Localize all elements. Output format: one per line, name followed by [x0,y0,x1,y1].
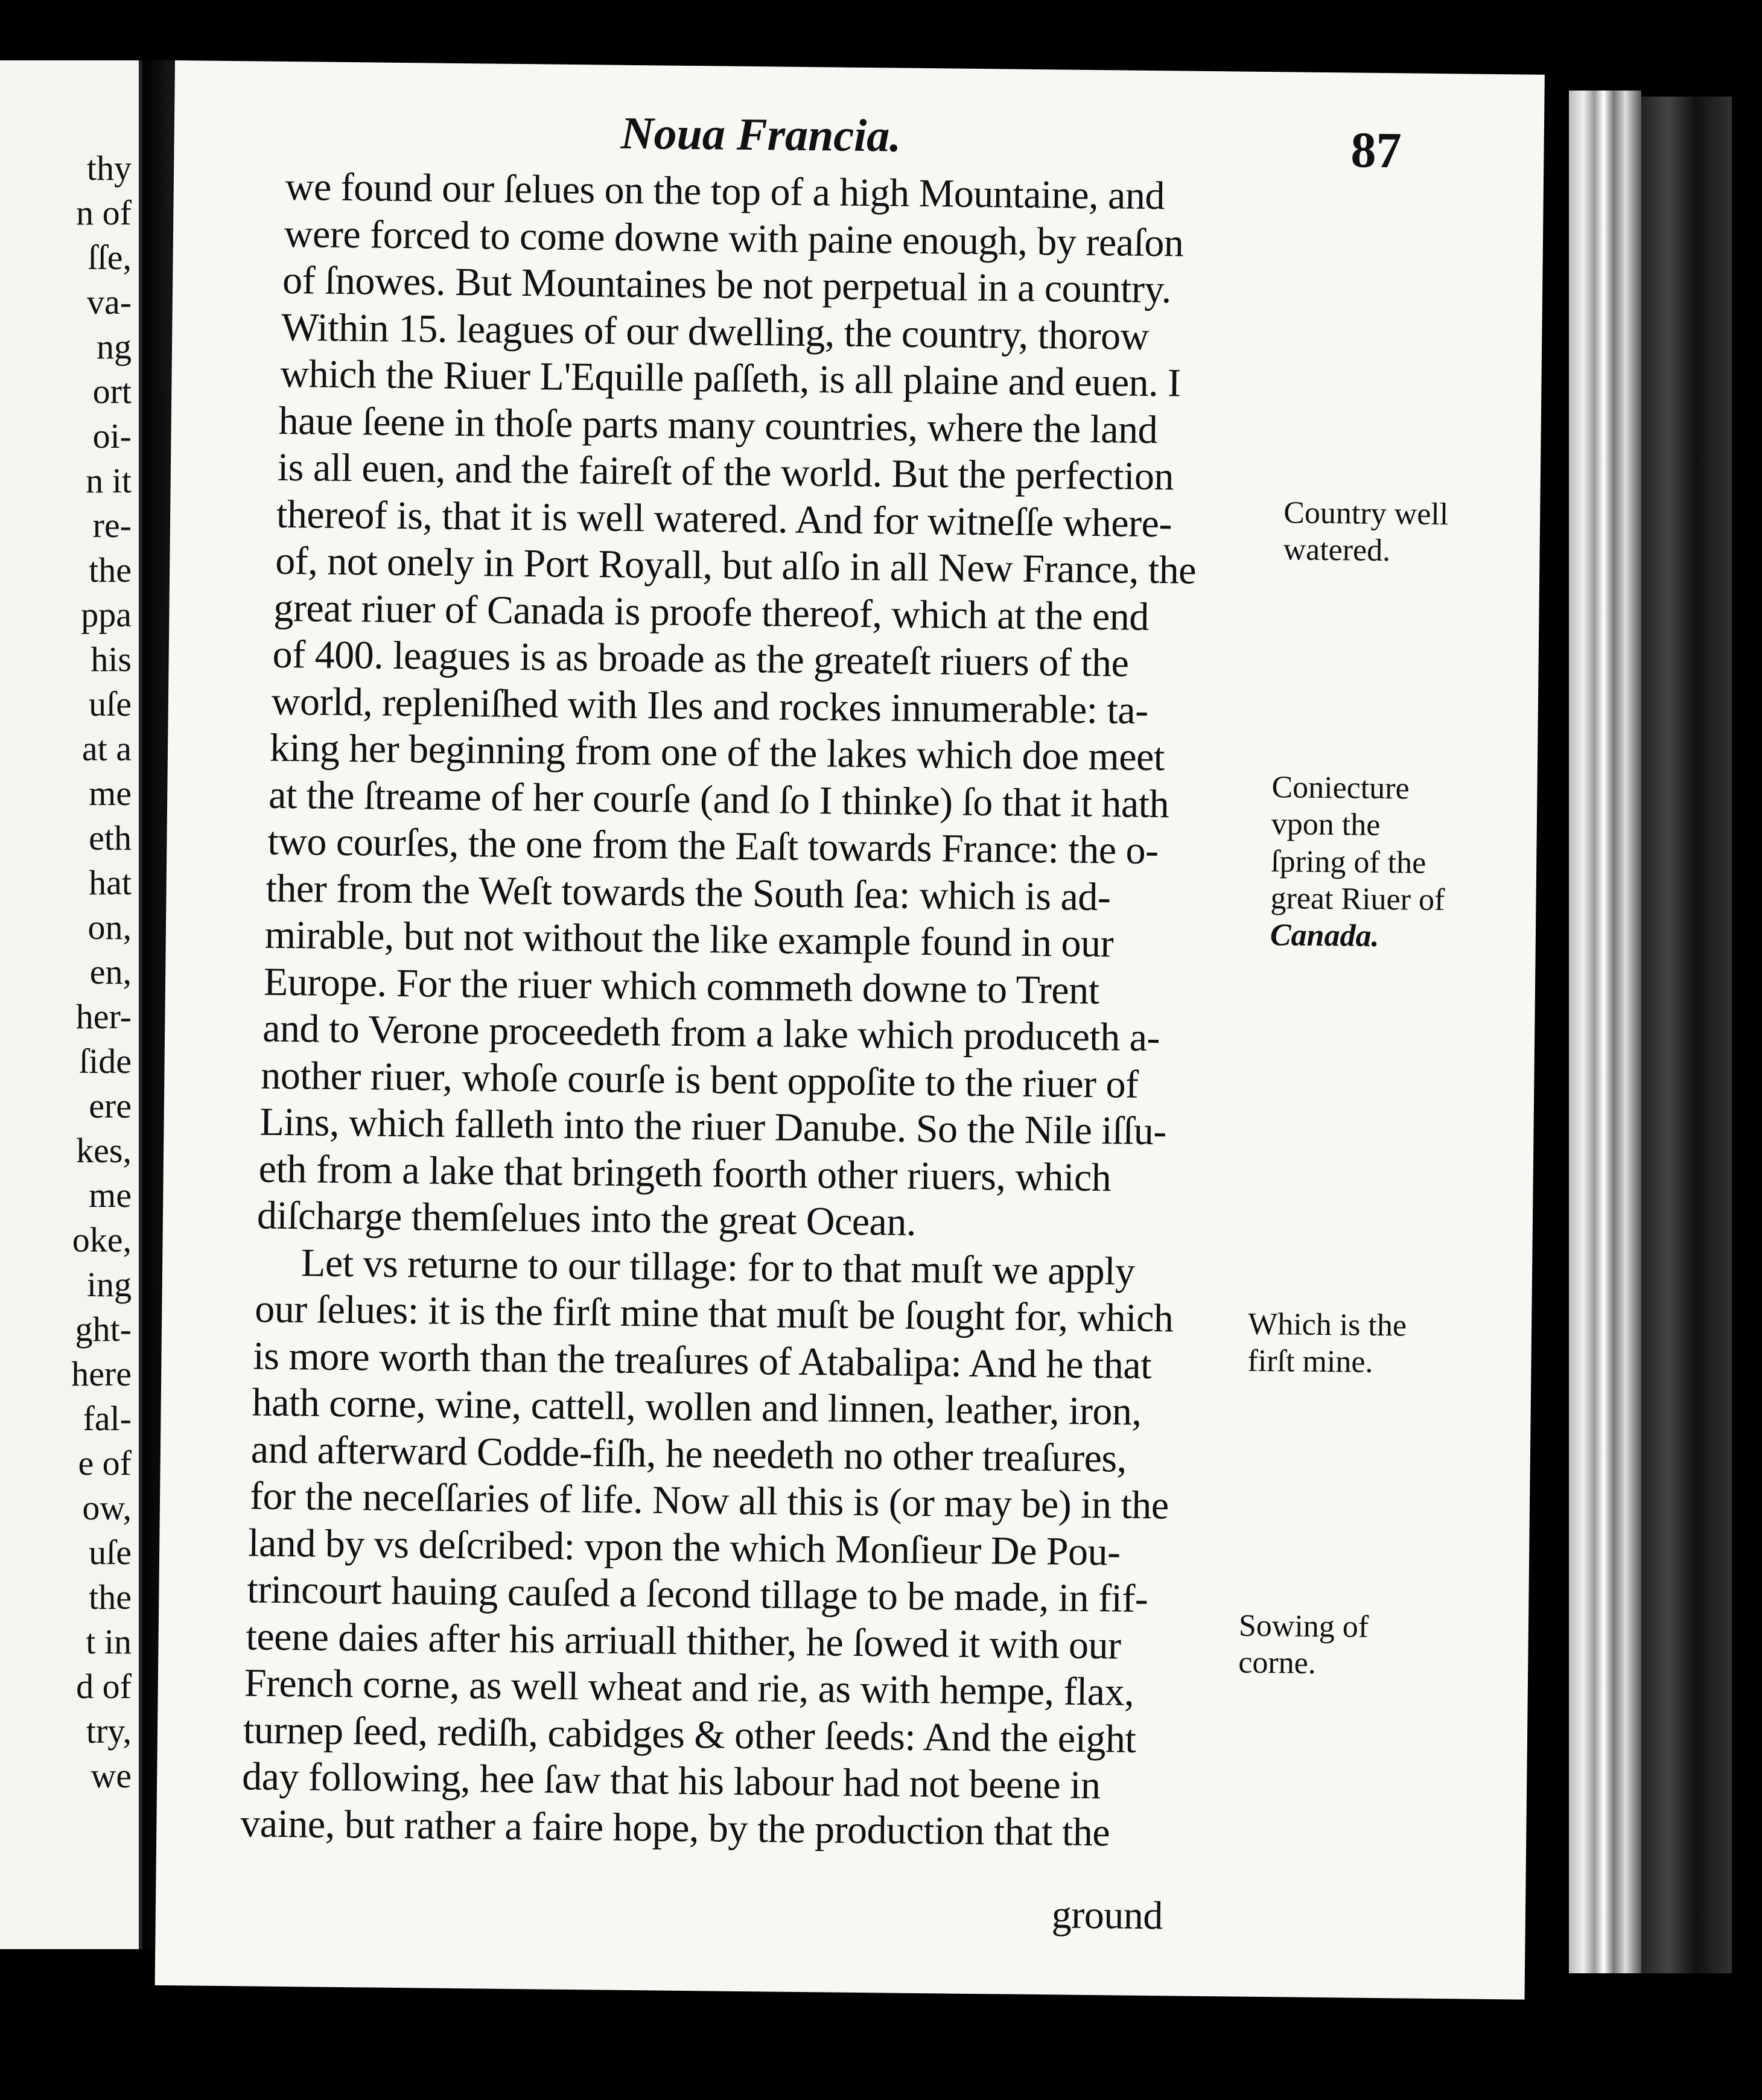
text-line: king her beginning from one of the lakes which doe meet [269,725,1165,780]
text-line: is all euen, and the faireſt of the world. But the perfection [277,445,1174,499]
left-page-fragment: ort [92,372,132,411]
text-line: Let vs returne to our tillage: for to that muſt we apply [301,1240,1135,1294]
margin-note [1283,494,1448,570]
left-page-fragment: en, [89,952,132,991]
left-page-fragment: e of [78,1443,132,1483]
left-page-fragment: eth [89,818,132,858]
text-line: Lins, which falleth into the riuer Danube. So the Nile iſſu- [259,1099,1167,1154]
margin-note-line: Which is the [1247,1306,1407,1343]
left-page-fragment: oke, [72,1220,132,1259]
margin-note-line: Country well [1283,495,1449,532]
left-page-fragment: ght- [75,1309,132,1349]
text-line: trincourt hauing cauſed a ſecond tillage to be made, in fif- [247,1567,1148,1621]
text-line: ther from the Weſt towards the South ſea: which is ad- [266,866,1111,919]
text-line: thereof is, that it is well watered. And for witneſſe where- [276,492,1172,546]
text-line: turnep ſeed, rediſh, cabidges & other ſeeds: And the eight [243,1707,1136,1761]
text-line: of ſnowes. But Mountaines be not perpetual in a country. [282,258,1172,312]
margin-note-line: watered. [1283,532,1391,568]
margin-note-line: Coniecture [1271,770,1410,806]
margin-note [1238,1608,1369,1683]
left-page-fragment: try, [86,1711,132,1751]
left-page-fragment: her- [75,997,132,1036]
margin-note [1270,769,1446,956]
text-line: great riuer of Canada is proofe thereof, which at the end [273,585,1150,639]
text-line: hath corne, wine, cattell, wollen and linnen, leather, iron, [252,1380,1142,1434]
text-line: vaine, but rather a faire hope, by the production that the [240,1801,1110,1854]
text-line: were forced to come downe with paine enough, by reaſon [284,211,1184,266]
text-line: we found our ſelues on the top of a high Mountaine, and [285,164,1165,218]
text-line: diſcharge themſelues into the great Ocean. [256,1193,917,1244]
text-line: is more worth than the treaſures of Atabalipa: And he that [253,1333,1152,1387]
left-page-fragment: uſe [89,684,132,724]
left-page-fragment: ſſe, [87,238,132,277]
left-page-fragment: fal- [83,1399,132,1438]
left-page-fragment: re- [92,506,132,545]
left-page-fragment: me [89,1176,132,1215]
margin-note-line: great Riuer of [1270,881,1445,918]
margin-note-line: Canada. [1270,918,1379,954]
left-page-fragment: n of [76,193,132,232]
left-page-fragment: d of [76,1667,132,1706]
left-page-fragment: ng [97,327,132,366]
text-line: and afterward Codde-fiſh, he needeth no other treaſures, [250,1427,1127,1481]
text-line: mirable, but not without the like example found in our [264,912,1114,966]
left-page-fragment: the [89,550,132,590]
left-page-fragment: t in [86,1622,132,1661]
left-page-fragment: hat [89,863,132,902]
text-line: our ſelues: it is the firſt mine that muſt be ſought for, which [254,1287,1174,1341]
text-line: land by vs deſcribed: vpon the which Monſieur De Pou- [247,1520,1121,1574]
text-line: world, repleniſhed with Iles and rockes innumerable: ta- [271,679,1149,733]
left-page-fragment: on, [87,908,132,947]
text-line: Europe. For the riuer which commeth downe to Trent [263,959,1099,1013]
text-line: for the neceſſaries of life. Now all this is (or may be) in the [249,1474,1169,1528]
left-page-fragment: here [71,1354,132,1393]
left-page-fragment: ing [86,1265,132,1304]
left-page-fragment: ow, [82,1488,132,1527]
margin-note-line: ſpring of the [1270,844,1426,880]
text-line: day following, hee ſaw that his labour had not beene in [241,1754,1101,1808]
left-page-fragment: va- [86,282,132,322]
running-title: Noua Francia. [620,107,902,162]
margin-note-line: Sowing of [1238,1608,1369,1644]
margin-note-line: vpon the [1271,807,1381,843]
text-line: Within 15. leagues of our dwelling, the country, thorow [281,305,1150,358]
text-line: haue ſeene in thoſe parts many countries, where the land [278,398,1158,452]
book-cover-edge [1641,97,1732,1973]
left-page-fragment: ſide [79,1042,132,1081]
left-page-fragment: oi- [92,416,132,456]
page-number: 87 [1350,122,1402,179]
text-line: of, not onely in Port Royall, but alſo in all New France, the [275,538,1197,593]
text-line: which the Riuer L'Equille paſſeth, is all plaine and euen. I [280,351,1181,406]
left-page-fragment: kes, [76,1131,132,1170]
left-page-fragment: we [91,1756,132,1795]
page-edges [1569,91,1641,1973]
left-page-fragment: uſe [89,1533,132,1572]
margin-note [1247,1306,1407,1381]
margin-note-line: corne. [1238,1645,1317,1681]
facing-left-page [0,60,142,1949]
left-page-fragment: the [89,1577,132,1617]
left-page-fragment: ere [89,1086,132,1125]
left-page-fragment: ppa [81,595,132,634]
text-line: two courſes, the one from the Eaſt towards France: the o- [267,819,1159,873]
text-line: at the ſtreame of her courſe (and ſo I thinke) ſo that it hath [268,772,1169,826]
left-page-fragment: his [91,640,132,679]
text-line: French corne, as well wheat and rie, as with hempe, flax, [244,1661,1134,1714]
text-line: and to Verone proceedeth from a lake which produceth a- [262,1006,1160,1060]
margin-note-line: firſt mine. [1247,1344,1373,1380]
text-line: nother riuer, whoſe courſe is bent oppoſite to the riuer of [261,1053,1139,1107]
text-line: eth from a lake that bringeth foorth other riuers, which [258,1147,1112,1200]
book-page [155,60,1545,2000]
left-page-fragment: me [89,774,132,813]
left-page-fragment: n it [86,461,132,500]
text-line: of 400. leagues is as broade as the greateſt riuers of the [272,632,1129,686]
catchword: ground [1051,1892,1163,1938]
left-page-fragment: thy [86,148,132,188]
left-page-fragment: at a [81,729,132,768]
text-line: teene daies after his arriuall thither, he ſowed it with our [246,1614,1121,1668]
